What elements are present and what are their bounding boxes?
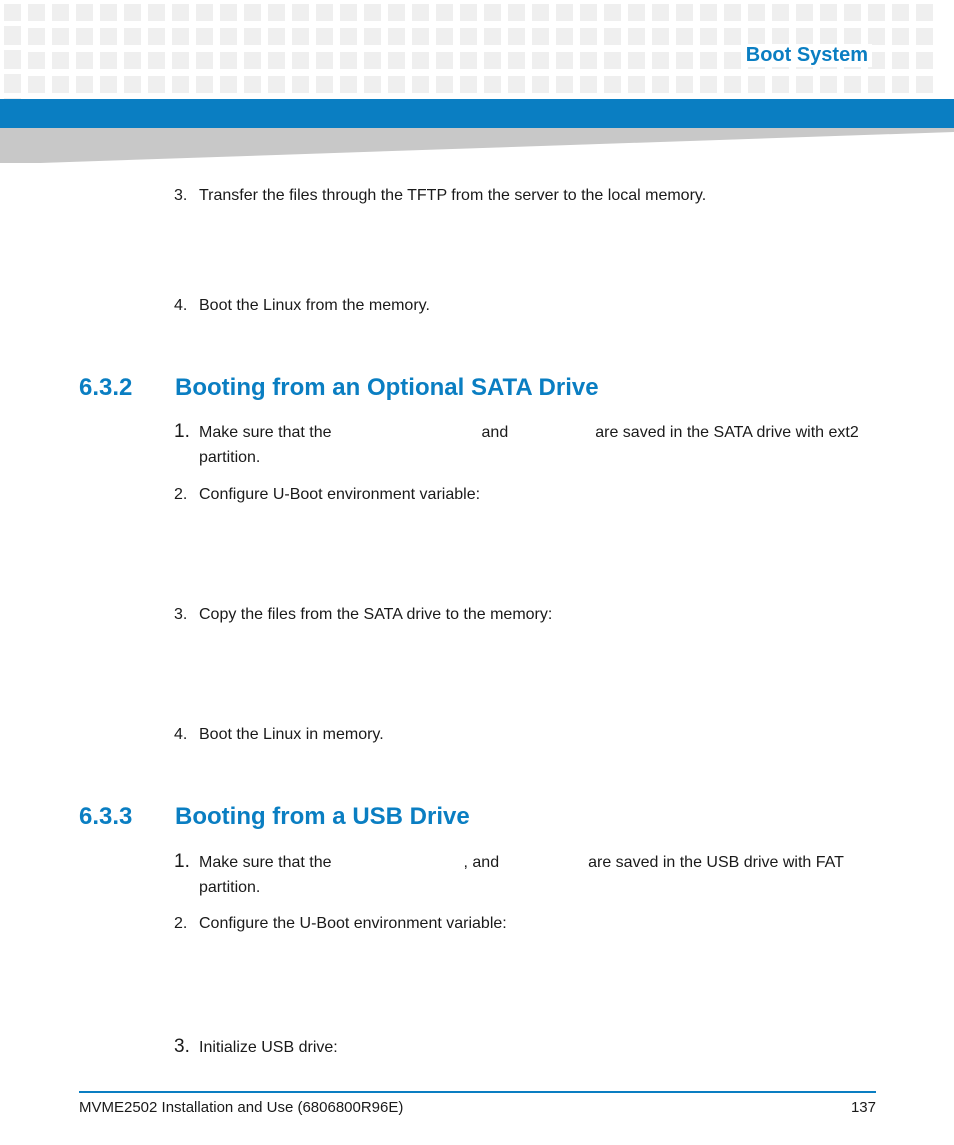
- pattern-square: [460, 28, 477, 45]
- step-text: Configure the U-Boot environment variable:: [199, 915, 507, 932]
- pattern-square: [724, 4, 741, 21]
- section-title: Booting from a USB Drive: [175, 803, 470, 830]
- list-item: [174, 482, 874, 507]
- pattern-square: [292, 4, 309, 21]
- pattern-row: [4, 28, 950, 45]
- pattern-square: [532, 76, 549, 93]
- pattern-square: [844, 28, 861, 45]
- section-heading: [79, 374, 599, 402]
- pattern-square: [892, 52, 909, 69]
- step-text: Transfer the files through the TFTP from the server to the local memory.: [199, 187, 707, 204]
- pattern-square: [604, 4, 621, 21]
- pattern-square: [484, 52, 501, 69]
- pattern-square: [52, 52, 69, 69]
- pattern-square: [508, 76, 525, 93]
- pattern-square: [844, 4, 861, 21]
- pattern-square: [316, 4, 333, 21]
- pattern-square: [100, 28, 117, 45]
- pattern-square: [388, 52, 405, 69]
- pattern-square: [364, 52, 381, 69]
- pattern-square: [412, 28, 429, 45]
- step-text: Configure U-Boot environment variable:: [199, 486, 481, 503]
- pattern-square: [652, 52, 669, 69]
- step-text: , and: [463, 854, 500, 871]
- pattern-square: [412, 76, 429, 93]
- pattern-square: [796, 76, 813, 93]
- pattern-square: [724, 52, 741, 69]
- pattern-square: [748, 76, 765, 93]
- pattern-square: [724, 28, 741, 45]
- step-number: 4.: [174, 726, 188, 743]
- pattern-square: [124, 28, 141, 45]
- pattern-square: [820, 28, 837, 45]
- pattern-square: [148, 4, 165, 21]
- step-text-continued: partition.: [199, 879, 261, 896]
- pattern-square: [556, 28, 573, 45]
- pattern-square: [124, 4, 141, 21]
- pattern-square: [28, 76, 45, 93]
- pattern-square: [580, 28, 597, 45]
- pattern-square: [796, 28, 813, 45]
- pattern-square: [460, 52, 477, 69]
- pattern-square: [676, 28, 693, 45]
- pattern-square: [148, 28, 165, 45]
- step-text: Boot the Linux in memory.: [199, 726, 384, 743]
- pattern-square: [532, 28, 549, 45]
- pattern-square: [388, 76, 405, 93]
- pattern-square: [772, 28, 789, 45]
- section-title: Booting from an Optional SATA Drive: [175, 374, 599, 401]
- step-number: 2.: [174, 486, 188, 503]
- pattern-square: [916, 52, 933, 69]
- step-text: Initialize USB drive:: [199, 1039, 338, 1056]
- pattern-square: [436, 28, 453, 45]
- pattern-square: [436, 76, 453, 93]
- pattern-square: [124, 52, 141, 69]
- pattern-square: [316, 76, 333, 93]
- step-number: 3.: [174, 1036, 190, 1057]
- pattern-square: [244, 52, 261, 69]
- pattern-square: [364, 4, 381, 21]
- list-item: [174, 293, 874, 318]
- pattern-square: [700, 28, 717, 45]
- step-text: Copy the files from the SATA drive to the memory:: [199, 606, 553, 623]
- pattern-square: [460, 4, 477, 21]
- pattern-square: [484, 76, 501, 93]
- pattern-square: [76, 52, 93, 69]
- pattern-square: [868, 76, 885, 93]
- pattern-square: [4, 52, 21, 69]
- pattern-square: [556, 52, 573, 69]
- pattern-square: [340, 76, 357, 93]
- step-text: Boot the Linux from the memory.: [199, 297, 430, 314]
- header-gray-wedge: [0, 128, 954, 163]
- step-text: are saved in the SATA drive with ext2: [595, 424, 859, 441]
- step-number: 4.: [174, 297, 188, 314]
- pattern-square: [172, 52, 189, 69]
- pattern-square: [268, 76, 285, 93]
- pattern-square: [340, 28, 357, 45]
- pattern-square: [28, 28, 45, 45]
- pattern-square: [652, 4, 669, 21]
- pattern-square: [796, 4, 813, 21]
- pattern-square: [652, 28, 669, 45]
- pattern-square: [28, 4, 45, 21]
- pattern-square: [268, 4, 285, 21]
- pattern-square: [292, 52, 309, 69]
- pattern-square: [52, 76, 69, 93]
- step-number: 3.: [174, 187, 188, 204]
- pattern-square: [508, 52, 525, 69]
- pattern-square: [556, 4, 573, 21]
- pattern-square: [820, 76, 837, 93]
- pattern-square: [532, 4, 549, 21]
- pattern-square: [916, 28, 933, 45]
- pattern-square: [700, 52, 717, 69]
- pattern-square: [844, 76, 861, 93]
- pattern-square: [580, 76, 597, 93]
- pattern-square: [220, 76, 237, 93]
- pattern-square: [508, 28, 525, 45]
- list-item: [174, 911, 874, 936]
- pattern-square: [748, 28, 765, 45]
- pattern-square: [28, 52, 45, 69]
- pattern-square: [172, 4, 189, 21]
- pattern-row: [4, 76, 950, 93]
- section-number: 6.3.3: [79, 803, 133, 830]
- section-number: 6.3.2: [79, 374, 133, 401]
- pattern-square: [772, 4, 789, 21]
- pattern-row: [4, 4, 950, 21]
- step-text-continued: partition.: [199, 449, 261, 466]
- pattern-square: [868, 28, 885, 45]
- pattern-square: [412, 4, 429, 21]
- pattern-square: [628, 28, 645, 45]
- pattern-square: [364, 76, 381, 93]
- header-blue-bar: [0, 99, 954, 128]
- pattern-square: [4, 4, 21, 21]
- pattern-square: [676, 76, 693, 93]
- pattern-square: [436, 4, 453, 21]
- list-item: [174, 602, 874, 627]
- pattern-square: [52, 4, 69, 21]
- pattern-square: [244, 76, 261, 93]
- pattern-square: [916, 4, 933, 21]
- footer-doc-title: MVME2502 Installation and Use (6806800R96E): [79, 1099, 404, 1116]
- step-number: 2.: [174, 915, 188, 932]
- pattern-square: [220, 52, 237, 69]
- pattern-square: [196, 28, 213, 45]
- pattern-square: [628, 76, 645, 93]
- pattern-square: [148, 52, 165, 69]
- pattern-square: [316, 28, 333, 45]
- pattern-square: [148, 76, 165, 93]
- pattern-square: [892, 4, 909, 21]
- pattern-square: [76, 76, 93, 93]
- pattern-square: [100, 76, 117, 93]
- running-header-title: Boot System: [742, 44, 872, 67]
- pattern-square: [172, 76, 189, 93]
- pattern-square: [484, 4, 501, 21]
- step-text: and: [481, 424, 509, 441]
- pattern-square: [748, 4, 765, 21]
- pattern-square: [76, 28, 93, 45]
- step-number: 1.: [174, 421, 190, 442]
- footer-rule: [79, 1091, 876, 1093]
- pattern-square: [724, 76, 741, 93]
- pattern-square: [868, 4, 885, 21]
- pattern-square: [580, 52, 597, 69]
- pattern-square: [340, 52, 357, 69]
- pattern-square: [484, 28, 501, 45]
- pattern-square: [4, 76, 21, 93]
- step-number: 1.: [174, 851, 190, 872]
- pattern-square: [100, 52, 117, 69]
- step-text: Make sure that the: [199, 424, 332, 441]
- pattern-square: [196, 76, 213, 93]
- page-number: 137: [850, 1099, 876, 1116]
- pattern-square: [124, 76, 141, 93]
- pattern-square: [364, 28, 381, 45]
- pattern-square: [628, 4, 645, 21]
- pattern-square: [532, 52, 549, 69]
- pattern-square: [892, 28, 909, 45]
- pattern-square: [172, 28, 189, 45]
- pattern-square: [220, 4, 237, 21]
- pattern-square: [652, 76, 669, 93]
- pattern-square: [268, 28, 285, 45]
- list-item: [174, 722, 874, 747]
- pattern-square: [676, 52, 693, 69]
- pattern-square: [388, 4, 405, 21]
- list-item: [174, 849, 874, 900]
- pattern-square: [340, 4, 357, 21]
- pattern-square: [556, 76, 573, 93]
- pattern-square: [604, 28, 621, 45]
- pattern-square: [412, 52, 429, 69]
- list-item: [174, 183, 874, 208]
- list-item: [174, 419, 874, 470]
- list-item: [174, 1034, 874, 1060]
- pattern-square: [196, 4, 213, 21]
- pattern-square: [268, 52, 285, 69]
- pattern-square: [628, 52, 645, 69]
- step-text: are saved in the USB drive with FAT: [588, 854, 844, 871]
- pattern-square: [436, 52, 453, 69]
- pattern-square: [700, 4, 717, 21]
- pattern-square: [508, 4, 525, 21]
- pattern-square: [820, 4, 837, 21]
- section-heading: [79, 803, 470, 831]
- pattern-square: [292, 28, 309, 45]
- pattern-square: [604, 52, 621, 69]
- pattern-square: [388, 28, 405, 45]
- pattern-square: [700, 76, 717, 93]
- pattern-square: [196, 52, 213, 69]
- pattern-square: [244, 4, 261, 21]
- pattern-square: [580, 4, 597, 21]
- pattern-square: [460, 76, 477, 93]
- step-number: 3.: [174, 606, 188, 623]
- pattern-square: [100, 4, 117, 21]
- pattern-square: [892, 76, 909, 93]
- pattern-square: [292, 76, 309, 93]
- pattern-square: [244, 28, 261, 45]
- step-text: Make sure that the: [199, 854, 332, 871]
- pattern-square: [604, 76, 621, 93]
- pattern-square: [76, 4, 93, 21]
- pattern-square: [52, 28, 69, 45]
- pattern-square: [316, 52, 333, 69]
- pattern-square: [220, 28, 237, 45]
- pattern-square: [676, 4, 693, 21]
- pattern-square: [4, 28, 21, 45]
- pattern-square: [916, 76, 933, 93]
- pattern-square: [772, 76, 789, 93]
